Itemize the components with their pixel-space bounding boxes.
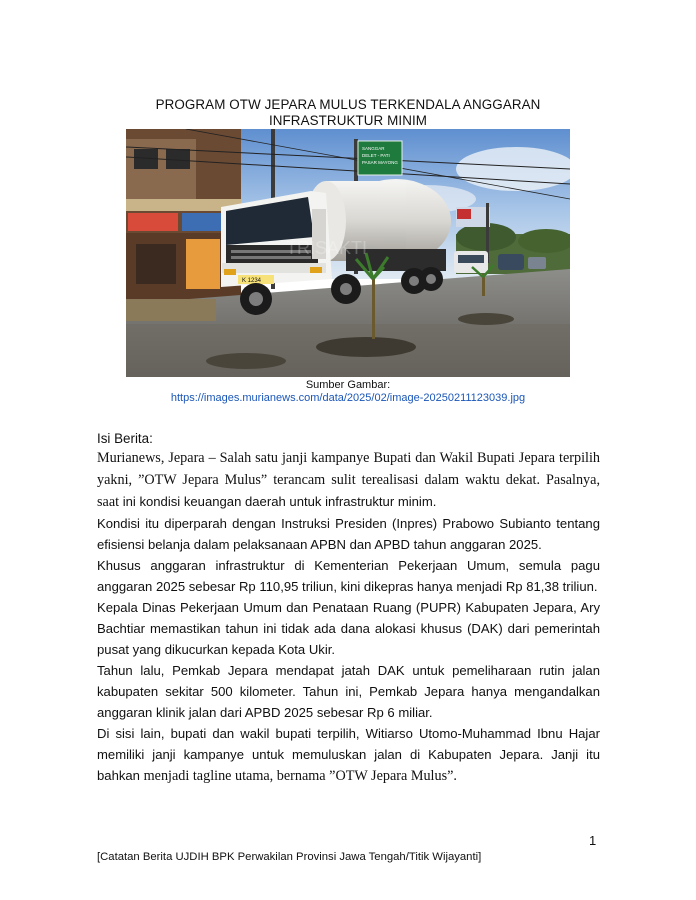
sign-text-1: SANGGAR	[362, 146, 385, 151]
paragraph-1	[97, 447, 600, 513]
paragraph-6-b: menjadi tagline utama, bernama ”OTW Jepara Mulus”.	[143, 768, 457, 784]
section-label: Isi Berita:	[97, 431, 153, 446]
image-caption	[96, 379, 600, 405]
page-footer: [Catatan Berita UJDIH BPK Perwakilan Provinsi Jawa Tengah/Titik Wijayanti]	[97, 851, 482, 863]
page-number: 1	[589, 833, 597, 848]
photo-watermark: TRISAKTI	[286, 238, 368, 258]
paragraph-6-a: Di sisi lain, bupati dan wakil bupati terpilih, Witiarso Utomo-Muhammad Ibnu Hajar memiliki janji kampanye untuk memuluskan jalan di Kabupaten Jepara. Janji itu bahkan	[97, 726, 600, 783]
sign-text-3: PASAR MAYONG	[362, 160, 398, 165]
paragraph-1-b: ini kondisi keuangan daerah untuk infrastruktur minim.	[122, 494, 437, 509]
paragraph-5: Tahun lalu, Pemkab Jepara mendapat jatah DAK untuk pemeliharaan rutin jalan kabupaten sekitar 500 kilometer. Tahun ini, Pemkab Jepara hanya mengandalkan anggaran klinik jalan dari APBD 2025 sebesar Rp 6 miliar.	[97, 663, 600, 720]
article-body	[97, 447, 600, 787]
paragraph-6	[97, 723, 600, 787]
image-caption-label: Sumber Gambar:	[305, 379, 391, 391]
article-title	[96, 97, 600, 129]
image-source-link[interactable]: https://images.murianews.com/data/2025/02/image-20250211123039.jpg	[170, 392, 526, 404]
article-title-line-1: PROGRAM OTW JEPARA MULUS TERKENDALA ANGGARAN	[155, 97, 541, 112]
sign-text-2: DELET - PATI	[362, 153, 390, 158]
truck-road-photo	[126, 129, 570, 377]
paragraph-2: Kondisi itu diperparah dengan Instruksi Presiden (Inpres) Prabowo Subianto tentang efisiensi belanja dalam pelaksanaan APBN dan APBD tahun anggaran 2025.	[97, 516, 600, 552]
paragraph-3: Khusus anggaran infrastruktur di Kementerian Pekerjaan Umum, semula pagu anggaran 2025 sebesar Rp 110,95 triliun, kini dikepras hanya menjadi Rp 81,38 triliun.	[97, 558, 600, 594]
news-photo	[126, 129, 570, 377]
truck-plate-text: K 1234	[242, 278, 262, 284]
article-title-line-2: INFRASTRUKTUR MINIM	[268, 113, 428, 128]
paragraph-4: Kepala Dinas Pekerjaan Umum dan Penataan Ruang (PUPR) Kabupaten Jepara, Ary Bachtiar memastikan tahun ini tidak ada dana alokasi khusus (DAK) dari pemerintah pusat yang dikucurkan kepada Kota Ukir.	[97, 600, 600, 657]
paragraph-1-a: Murianews, Jepara – Salah satu janji kampanye Bupati dan Wakil Bupati Jepara terpilih yakni, ”OTW Jepara Mulus” terancam sulit terealisasi dalam waktu dekat. Pasalnya, saat	[97, 450, 600, 510]
